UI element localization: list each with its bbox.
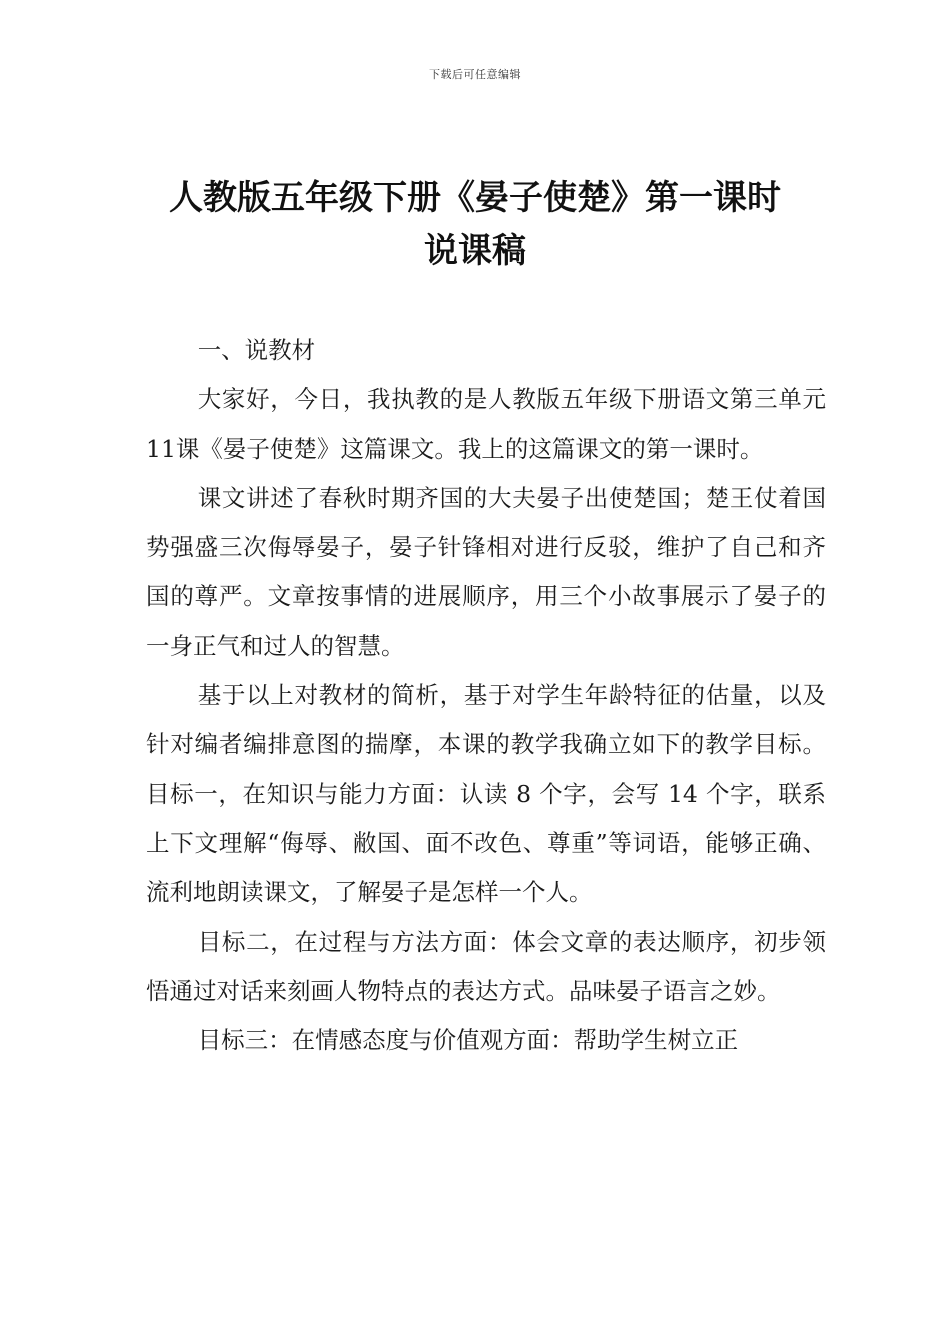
paragraph-intro: 大家好，今日，我执教的是人教版五年级下册语文第三单元11课《晏子使楚》这篇课文。我上的这篇课文的第一课时。 [146, 385, 826, 463]
title-line-2: 说课稿 [424, 231, 526, 271]
paragraph-goal-two: 目标二，在过程与方法方面：体会文章的表达顺序，初步领悟通过对话来刻画人物特点的表达方式。品味晏子语言之妙。 [146, 927, 826, 1005]
paragraph-content-summary: 课文讲述了春秋时期齐国的大夫晏子出使楚国；楚王仗着国势强盛三次侮辱晏子，晏子针锋相对进行反驳，维护了自己和齐国的尊严。文章按事情的进展顺序，用三个小故事展示了晏子的一身正气和过人的智慧。 [146, 483, 826, 660]
document-body [146, 326, 826, 1065]
document-title [120, 172, 830, 278]
title-line-1: 人教版五年级下册《晏子使楚》第一课时 [169, 178, 781, 218]
paragraph-goal-one: 基于以上对教材的简析，基于对学生年龄特征的估量，以及针对编者编排意图的揣摩，本课的教学我确立如下的教学目标。目标一，在知识与能力方面：认读 8 个字，会写 14 个字，联系上下文理解“侮辱、敝国、面不改色、尊重”等词语，能够正确、流利地朗读课文，了解晏子是怎样一个人。 [146, 681, 826, 907]
section-heading: 一、说教材 [197, 336, 316, 364]
paragraph-goal-three: 目标三：在情感态度与价值观方面：帮助学生树立正 [197, 1026, 739, 1055]
header-note: 下载后可任意编辑 [429, 68, 521, 81]
